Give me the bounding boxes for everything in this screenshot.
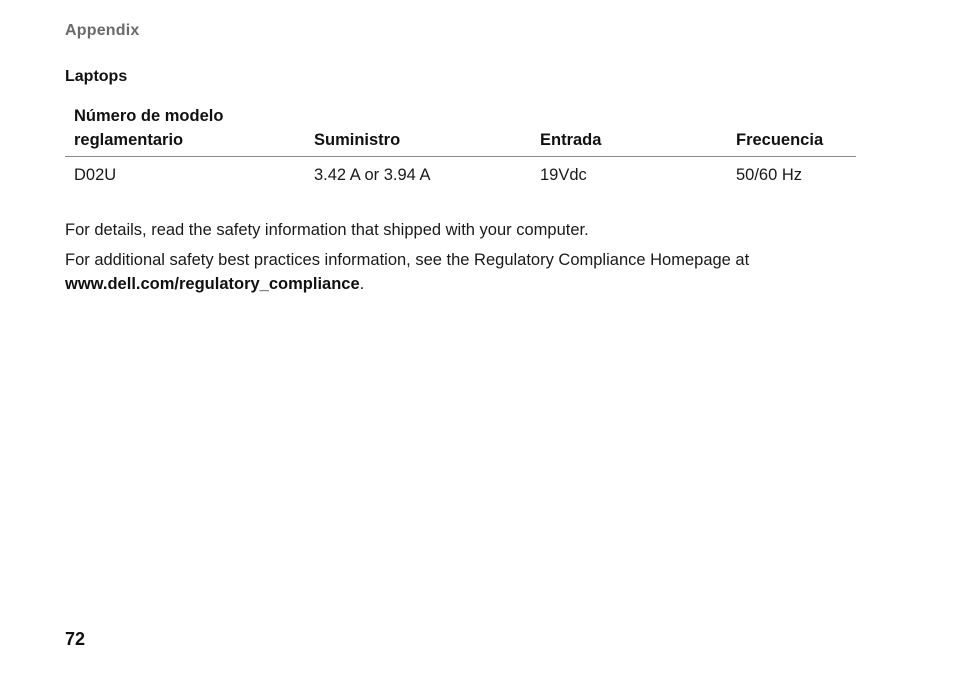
header-input: Entrada: [531, 104, 727, 157]
section-title: Laptops: [65, 68, 128, 85]
table-row: [65, 157, 856, 188]
table-header-row: [65, 104, 856, 157]
power-spec-table: [65, 104, 856, 187]
header-model: [65, 104, 305, 157]
cell-model: D02U: [74, 166, 117, 184]
cell-input: 19Vdc: [540, 166, 587, 184]
header-model-line2: reglamentario: [74, 131, 184, 149]
sentence-period: .: [359, 275, 365, 293]
header-frequency: Frecuencia: [727, 104, 856, 157]
cell-frequency: 50/60 Hz: [736, 166, 803, 184]
safety-practices-paragraph: [65, 248, 865, 296]
page-number: 72: [65, 629, 86, 649]
regulatory-compliance-link[interactable]: www.dell.com/regulatory_compliance: [65, 275, 360, 293]
safety-practices-text: For additional safety best practices information, see the Regulatory Compliance Homepage at: [65, 251, 750, 269]
header-model-line1: Número de modelo: [74, 107, 224, 125]
safety-details-paragraph: For details, read the safety information that shipped with your computer.: [65, 221, 589, 239]
running-header: Appendix: [65, 22, 140, 39]
cell-supply: 3.42 A or 3.94 A: [314, 166, 431, 184]
header-supply: Suministro: [305, 104, 531, 157]
